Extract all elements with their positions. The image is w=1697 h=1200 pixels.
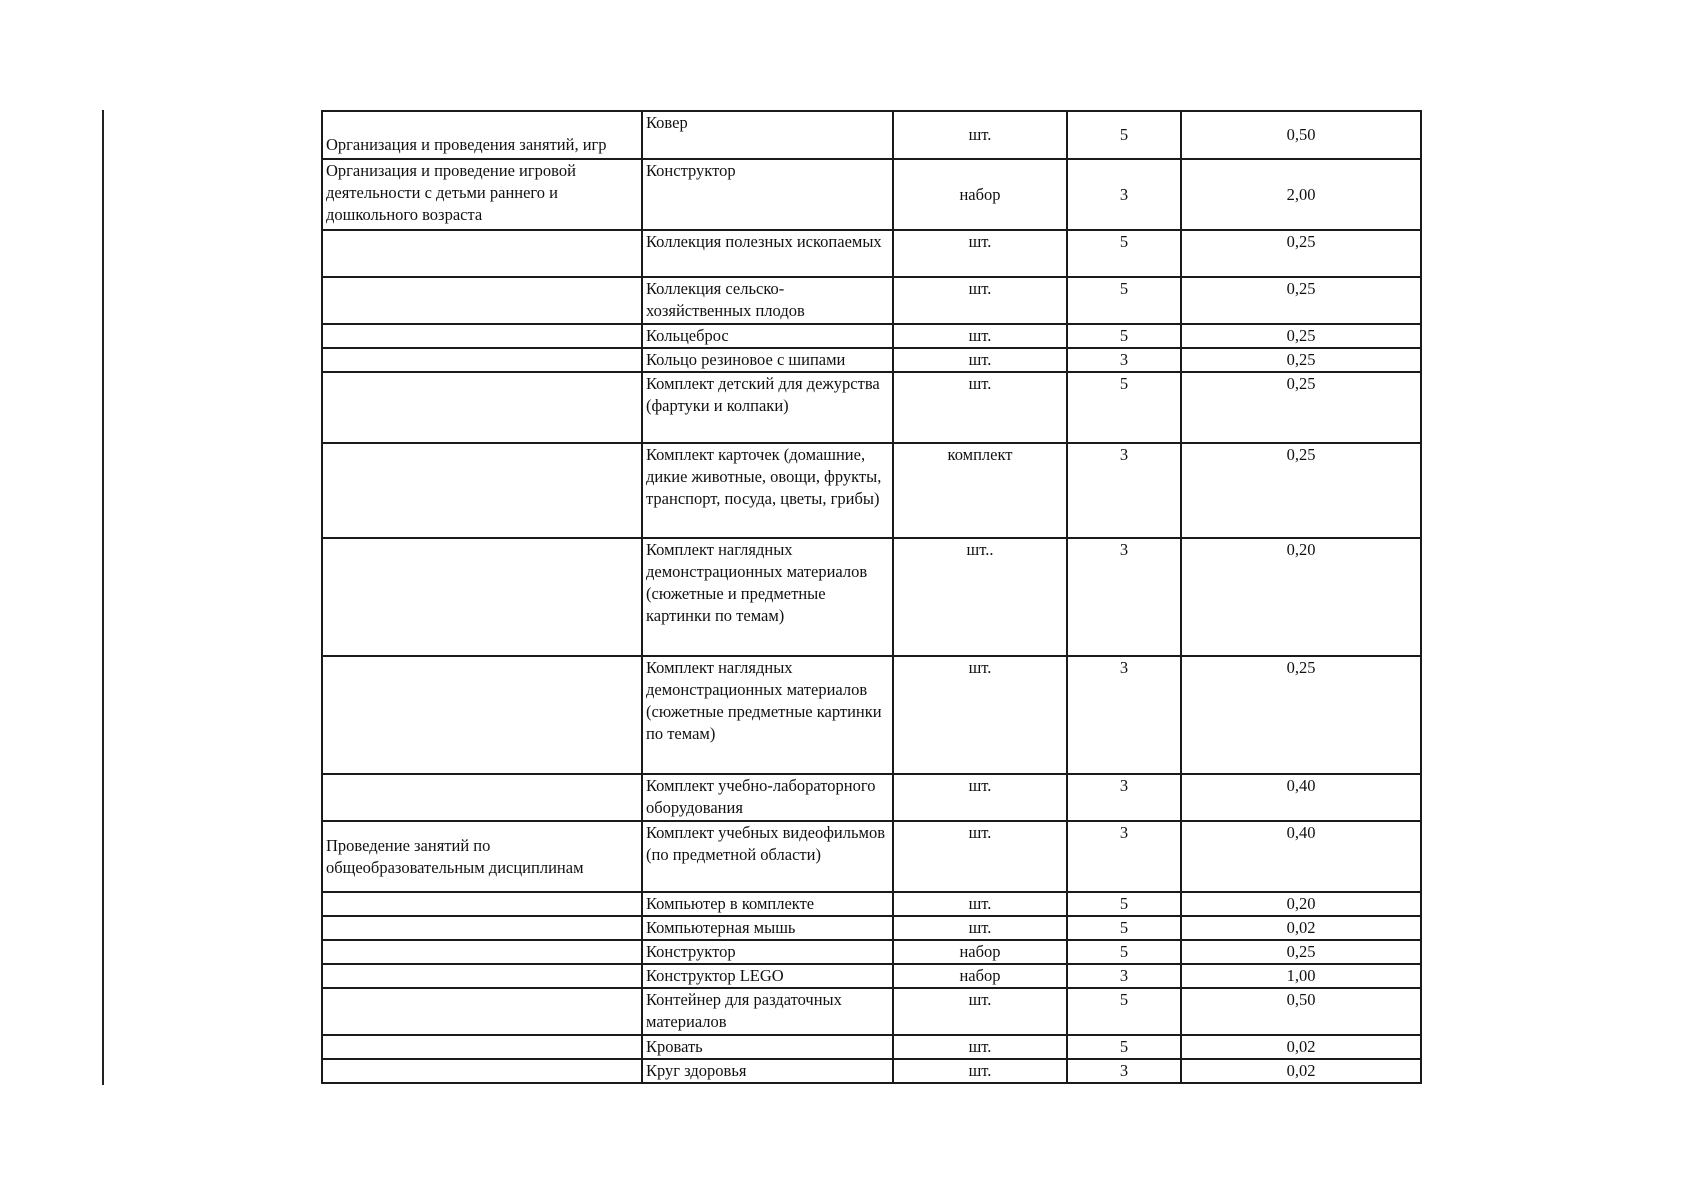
item-name-cell: Компьютерная мышь bbox=[642, 916, 893, 940]
item-name-cell: Комплект наглядных демонстрационных материалов (сюжетные предметные картинки по темам) bbox=[642, 656, 893, 774]
table-row bbox=[322, 1035, 1421, 1059]
purpose-cell bbox=[322, 324, 642, 348]
quantity-cell: 5 bbox=[1067, 111, 1181, 159]
purpose-cell: Проведение занятий по общеобразовательным дисциплинам bbox=[322, 821, 642, 892]
table-row bbox=[322, 230, 1421, 277]
purpose-cell bbox=[322, 988, 642, 1035]
purpose-cell bbox=[322, 1035, 642, 1059]
item-name-cell: Конструктор bbox=[642, 940, 893, 964]
item-name-cell: Комплект наглядных демонстрационных материалов (сюжетные и предметные картинки по темам) bbox=[642, 538, 893, 656]
cost-cell: 0,25 bbox=[1181, 348, 1421, 372]
table-row bbox=[322, 111, 1421, 159]
cost-cell: 0,25 bbox=[1181, 940, 1421, 964]
unit-cell: шт. bbox=[893, 774, 1067, 821]
purpose-cell: Организация и проведения занятий, игр bbox=[322, 111, 642, 159]
item-name-cell: Конструктор bbox=[642, 159, 893, 230]
quantity-cell: 5 bbox=[1067, 988, 1181, 1035]
item-name-cell: Коллекция сельско-хозяйственных плодов bbox=[642, 277, 893, 324]
unit-cell: шт. bbox=[893, 916, 1067, 940]
purpose-cell bbox=[322, 916, 642, 940]
item-name-cell: Кольцеброс bbox=[642, 324, 893, 348]
cost-cell: 0,25 bbox=[1181, 230, 1421, 277]
quantity-cell: 5 bbox=[1067, 277, 1181, 324]
item-name-cell: Конструктор LEGO bbox=[642, 964, 893, 988]
table-row bbox=[322, 940, 1421, 964]
cost-cell: 0,25 bbox=[1181, 443, 1421, 538]
item-name-cell: Кольцо резиновое с шипами bbox=[642, 348, 893, 372]
table-row bbox=[322, 656, 1421, 774]
quantity-cell: 5 bbox=[1067, 230, 1181, 277]
quantity-cell: 5 bbox=[1067, 372, 1181, 443]
equipment-table bbox=[321, 110, 1422, 1084]
cost-cell: 0,20 bbox=[1181, 892, 1421, 916]
quantity-cell: 3 bbox=[1067, 774, 1181, 821]
quantity-cell: 3 bbox=[1067, 1059, 1181, 1083]
table-row bbox=[322, 1059, 1421, 1083]
item-name-cell: Ковер bbox=[642, 111, 893, 159]
table-row bbox=[322, 324, 1421, 348]
unit-cell: шт. bbox=[893, 892, 1067, 916]
cost-cell: 0,25 bbox=[1181, 656, 1421, 774]
table-row bbox=[322, 538, 1421, 656]
unit-cell: шт. bbox=[893, 230, 1067, 277]
table-row bbox=[322, 277, 1421, 324]
item-name-cell: Комплект учебных видеофильмов (по предметной области) bbox=[642, 821, 893, 892]
purpose-cell bbox=[322, 964, 642, 988]
cost-cell: 0,40 bbox=[1181, 821, 1421, 892]
purpose-cell bbox=[322, 892, 642, 916]
table-row bbox=[322, 988, 1421, 1035]
unit-cell: шт. bbox=[893, 324, 1067, 348]
quantity-cell: 5 bbox=[1067, 940, 1181, 964]
table-row bbox=[322, 774, 1421, 821]
table-row bbox=[322, 964, 1421, 988]
unit-cell: шт. bbox=[893, 988, 1067, 1035]
purpose-cell bbox=[322, 372, 642, 443]
purpose-cell bbox=[322, 1059, 642, 1083]
table-row bbox=[322, 916, 1421, 940]
quantity-cell: 3 bbox=[1067, 159, 1181, 230]
unit-cell: шт. bbox=[893, 821, 1067, 892]
cost-cell: 0,50 bbox=[1181, 988, 1421, 1035]
quantity-cell: 3 bbox=[1067, 656, 1181, 774]
unit-cell: шт. bbox=[893, 111, 1067, 159]
cost-cell: 0,25 bbox=[1181, 277, 1421, 324]
unit-cell: шт.. bbox=[893, 538, 1067, 656]
unit-cell: шт. bbox=[893, 348, 1067, 372]
table-row bbox=[322, 159, 1421, 230]
quantity-cell: 5 bbox=[1067, 324, 1181, 348]
unit-cell: шт. bbox=[893, 372, 1067, 443]
cost-cell: 0,20 bbox=[1181, 538, 1421, 656]
purpose-cell bbox=[322, 277, 642, 324]
unit-cell: комплект bbox=[893, 443, 1067, 538]
unit-cell: шт. bbox=[893, 1059, 1067, 1083]
unit-cell: шт. bbox=[893, 277, 1067, 324]
item-name-cell: Компьютер в комплекте bbox=[642, 892, 893, 916]
cost-cell: 0,02 bbox=[1181, 1035, 1421, 1059]
quantity-cell: 3 bbox=[1067, 443, 1181, 538]
item-name-cell: Комплект детский для дежурства (фартуки и колпаки) bbox=[642, 372, 893, 443]
cost-cell: 0,02 bbox=[1181, 1059, 1421, 1083]
cost-cell: 0,25 bbox=[1181, 372, 1421, 443]
quantity-cell: 3 bbox=[1067, 348, 1181, 372]
page-margin-rule bbox=[102, 110, 104, 1085]
quantity-cell: 3 bbox=[1067, 964, 1181, 988]
purpose-cell bbox=[322, 230, 642, 277]
item-name-cell: Комплект учебно-лабораторного оборудования bbox=[642, 774, 893, 821]
table-row bbox=[322, 443, 1421, 538]
quantity-cell: 5 bbox=[1067, 916, 1181, 940]
purpose-cell bbox=[322, 443, 642, 538]
item-name-cell: Комплект карточек (домашние, дикие животные, овощи, фрукты, транспорт, посуда, цветы, грибы) bbox=[642, 443, 893, 538]
unit-cell: шт. bbox=[893, 1035, 1067, 1059]
purpose-cell bbox=[322, 656, 642, 774]
cost-cell: 0,40 bbox=[1181, 774, 1421, 821]
cost-cell: 0,02 bbox=[1181, 916, 1421, 940]
quantity-cell: 3 bbox=[1067, 538, 1181, 656]
cost-cell: 1,00 bbox=[1181, 964, 1421, 988]
unit-cell: набор bbox=[893, 964, 1067, 988]
quantity-cell: 5 bbox=[1067, 1035, 1181, 1059]
unit-cell: шт. bbox=[893, 656, 1067, 774]
cost-cell: 2,00 bbox=[1181, 159, 1421, 230]
unit-cell: набор bbox=[893, 159, 1067, 230]
purpose-cell bbox=[322, 348, 642, 372]
quantity-cell: 5 bbox=[1067, 892, 1181, 916]
table-row bbox=[322, 892, 1421, 916]
quantity-cell: 3 bbox=[1067, 821, 1181, 892]
item-name-cell: Кровать bbox=[642, 1035, 893, 1059]
table-row bbox=[322, 372, 1421, 443]
table-row bbox=[322, 348, 1421, 372]
item-name-cell: Контейнер для раздаточных материалов bbox=[642, 988, 893, 1035]
cost-cell: 0,50 bbox=[1181, 111, 1421, 159]
table-row bbox=[322, 821, 1421, 892]
unit-cell: набор bbox=[893, 940, 1067, 964]
item-name-cell: Коллекция полезных ископаемых bbox=[642, 230, 893, 277]
purpose-cell bbox=[322, 774, 642, 821]
cost-cell: 0,25 bbox=[1181, 324, 1421, 348]
purpose-cell bbox=[322, 538, 642, 656]
item-name-cell: Круг здоровья bbox=[642, 1059, 893, 1083]
purpose-cell: Организация и проведение игровой деятельности с детьми раннего и дошкольного возраста bbox=[322, 159, 642, 230]
purpose-cell bbox=[322, 940, 642, 964]
